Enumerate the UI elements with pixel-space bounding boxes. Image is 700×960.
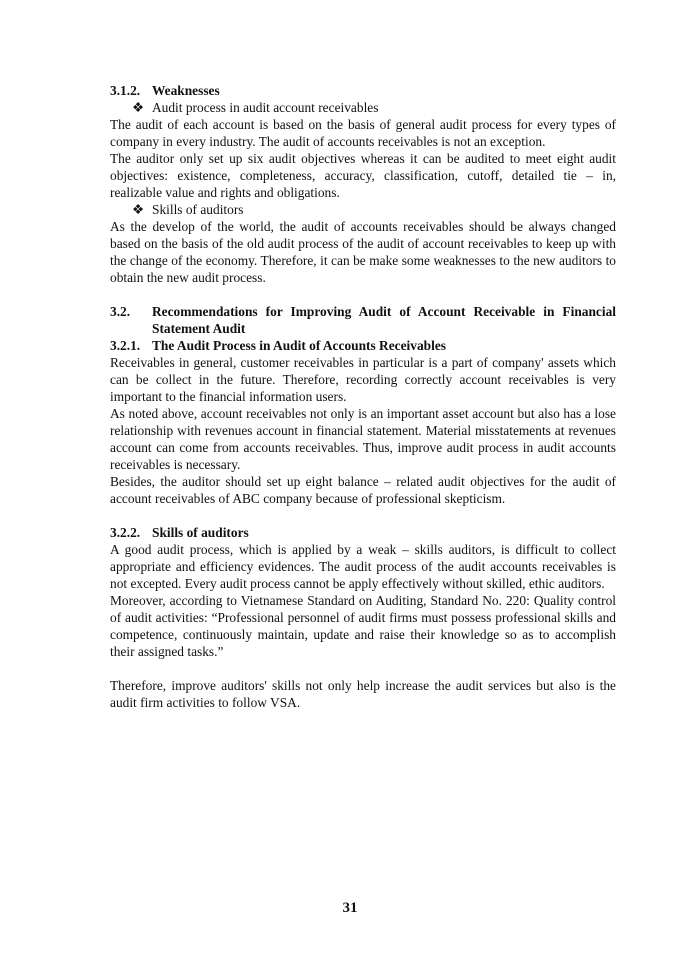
paragraph: As the develop of the world, the audit of accounts receivables should be always changed based on the basis of the old audit process of the audit of account receivables to keep up with the change of the economy. Therefore, it can be make some weaknesses to the new auditors to obtain the new audit process. — [110, 219, 616, 285]
paragraph: As noted above, account receivables not only is an important asset account but also has a lose relationship with revenues account in financial statement. Material misstatements at revenues account can come from accounts receivables. Thus, improve audit process in audit accounts receivables is necessary. — [110, 406, 616, 472]
page-number: 31 — [342, 900, 358, 916]
heading-number: 3.1.2. — [110, 83, 141, 98]
paragraph: Therefore, improve auditors' skills not only help increase the audit services but also is the audit firm activities to follow VSA. — [110, 678, 616, 710]
paragraph: Moreover, according to Vietnamese Standard on Auditing, Standard No. 220: Quality control of audit activities: “Professional personnel of audit firms must possess professional skills and competence, continuously maintain, update and raise their knowledge so as to accomplish their assigned tasks.” — [110, 593, 616, 659]
heading-3-1-2 — [110, 82, 616, 99]
heading-title: Skills of auditors — [152, 525, 249, 540]
paragraph: Receivables in general, customer receivables in particular is a part of company' assets which can be collect in the future. Therefore, recording correctly account receivables is very important to the financial information users. — [110, 355, 616, 404]
heading-3-2 — [110, 303, 616, 337]
paragraph: A good audit process, which is applied by a weak – skills auditors, is difficult to collect appropriate and efficiency evidences. The audit process of the audit accounts receivables is not excepted. Every audit process cannot be apply effectively without skilled, ethic auditors. — [110, 542, 616, 591]
heading-number: 3.2.1. — [110, 338, 141, 353]
paragraph: The auditor only set up six audit objectives whereas it can be audited to meet eight audit objectives: existence, completeness, accuracy, classification, cutoff, detailed tie – in, realizable value and rights and obligations. — [110, 151, 616, 200]
heading-3-2-1 — [110, 337, 616, 354]
paragraph: Besides, the auditor should set up eight balance – related audit objectives for the audit of account receivables of ABC company because of professional skepticism. — [110, 474, 616, 506]
bullet-item — [110, 201, 616, 218]
heading-number: 3.2.2. — [110, 525, 141, 540]
paragraph: The audit of each account is based on the basis of general audit process for every types of company in every industry. The audit of accounts receivables is not an exception. — [110, 117, 616, 149]
heading-number: 3.2. — [110, 304, 131, 319]
document-body — [110, 82, 616, 711]
bullet-text: Skills of auditors — [152, 202, 244, 217]
diamond-bullet-icon: ❖ — [132, 202, 145, 217]
heading-title: Recommendations for Improving Audit of Account Receivable in Financial Statement Audit — [152, 304, 616, 336]
diamond-bullet-icon: ❖ — [132, 100, 145, 115]
bullet-item — [110, 99, 616, 116]
bullet-text: Audit process in audit account receivables — [152, 100, 379, 115]
heading-title: Weaknesses — [152, 83, 220, 98]
heading-3-2-2 — [110, 524, 616, 541]
heading-title: The Audit Process in Audit of Accounts Receivables — [152, 338, 446, 353]
